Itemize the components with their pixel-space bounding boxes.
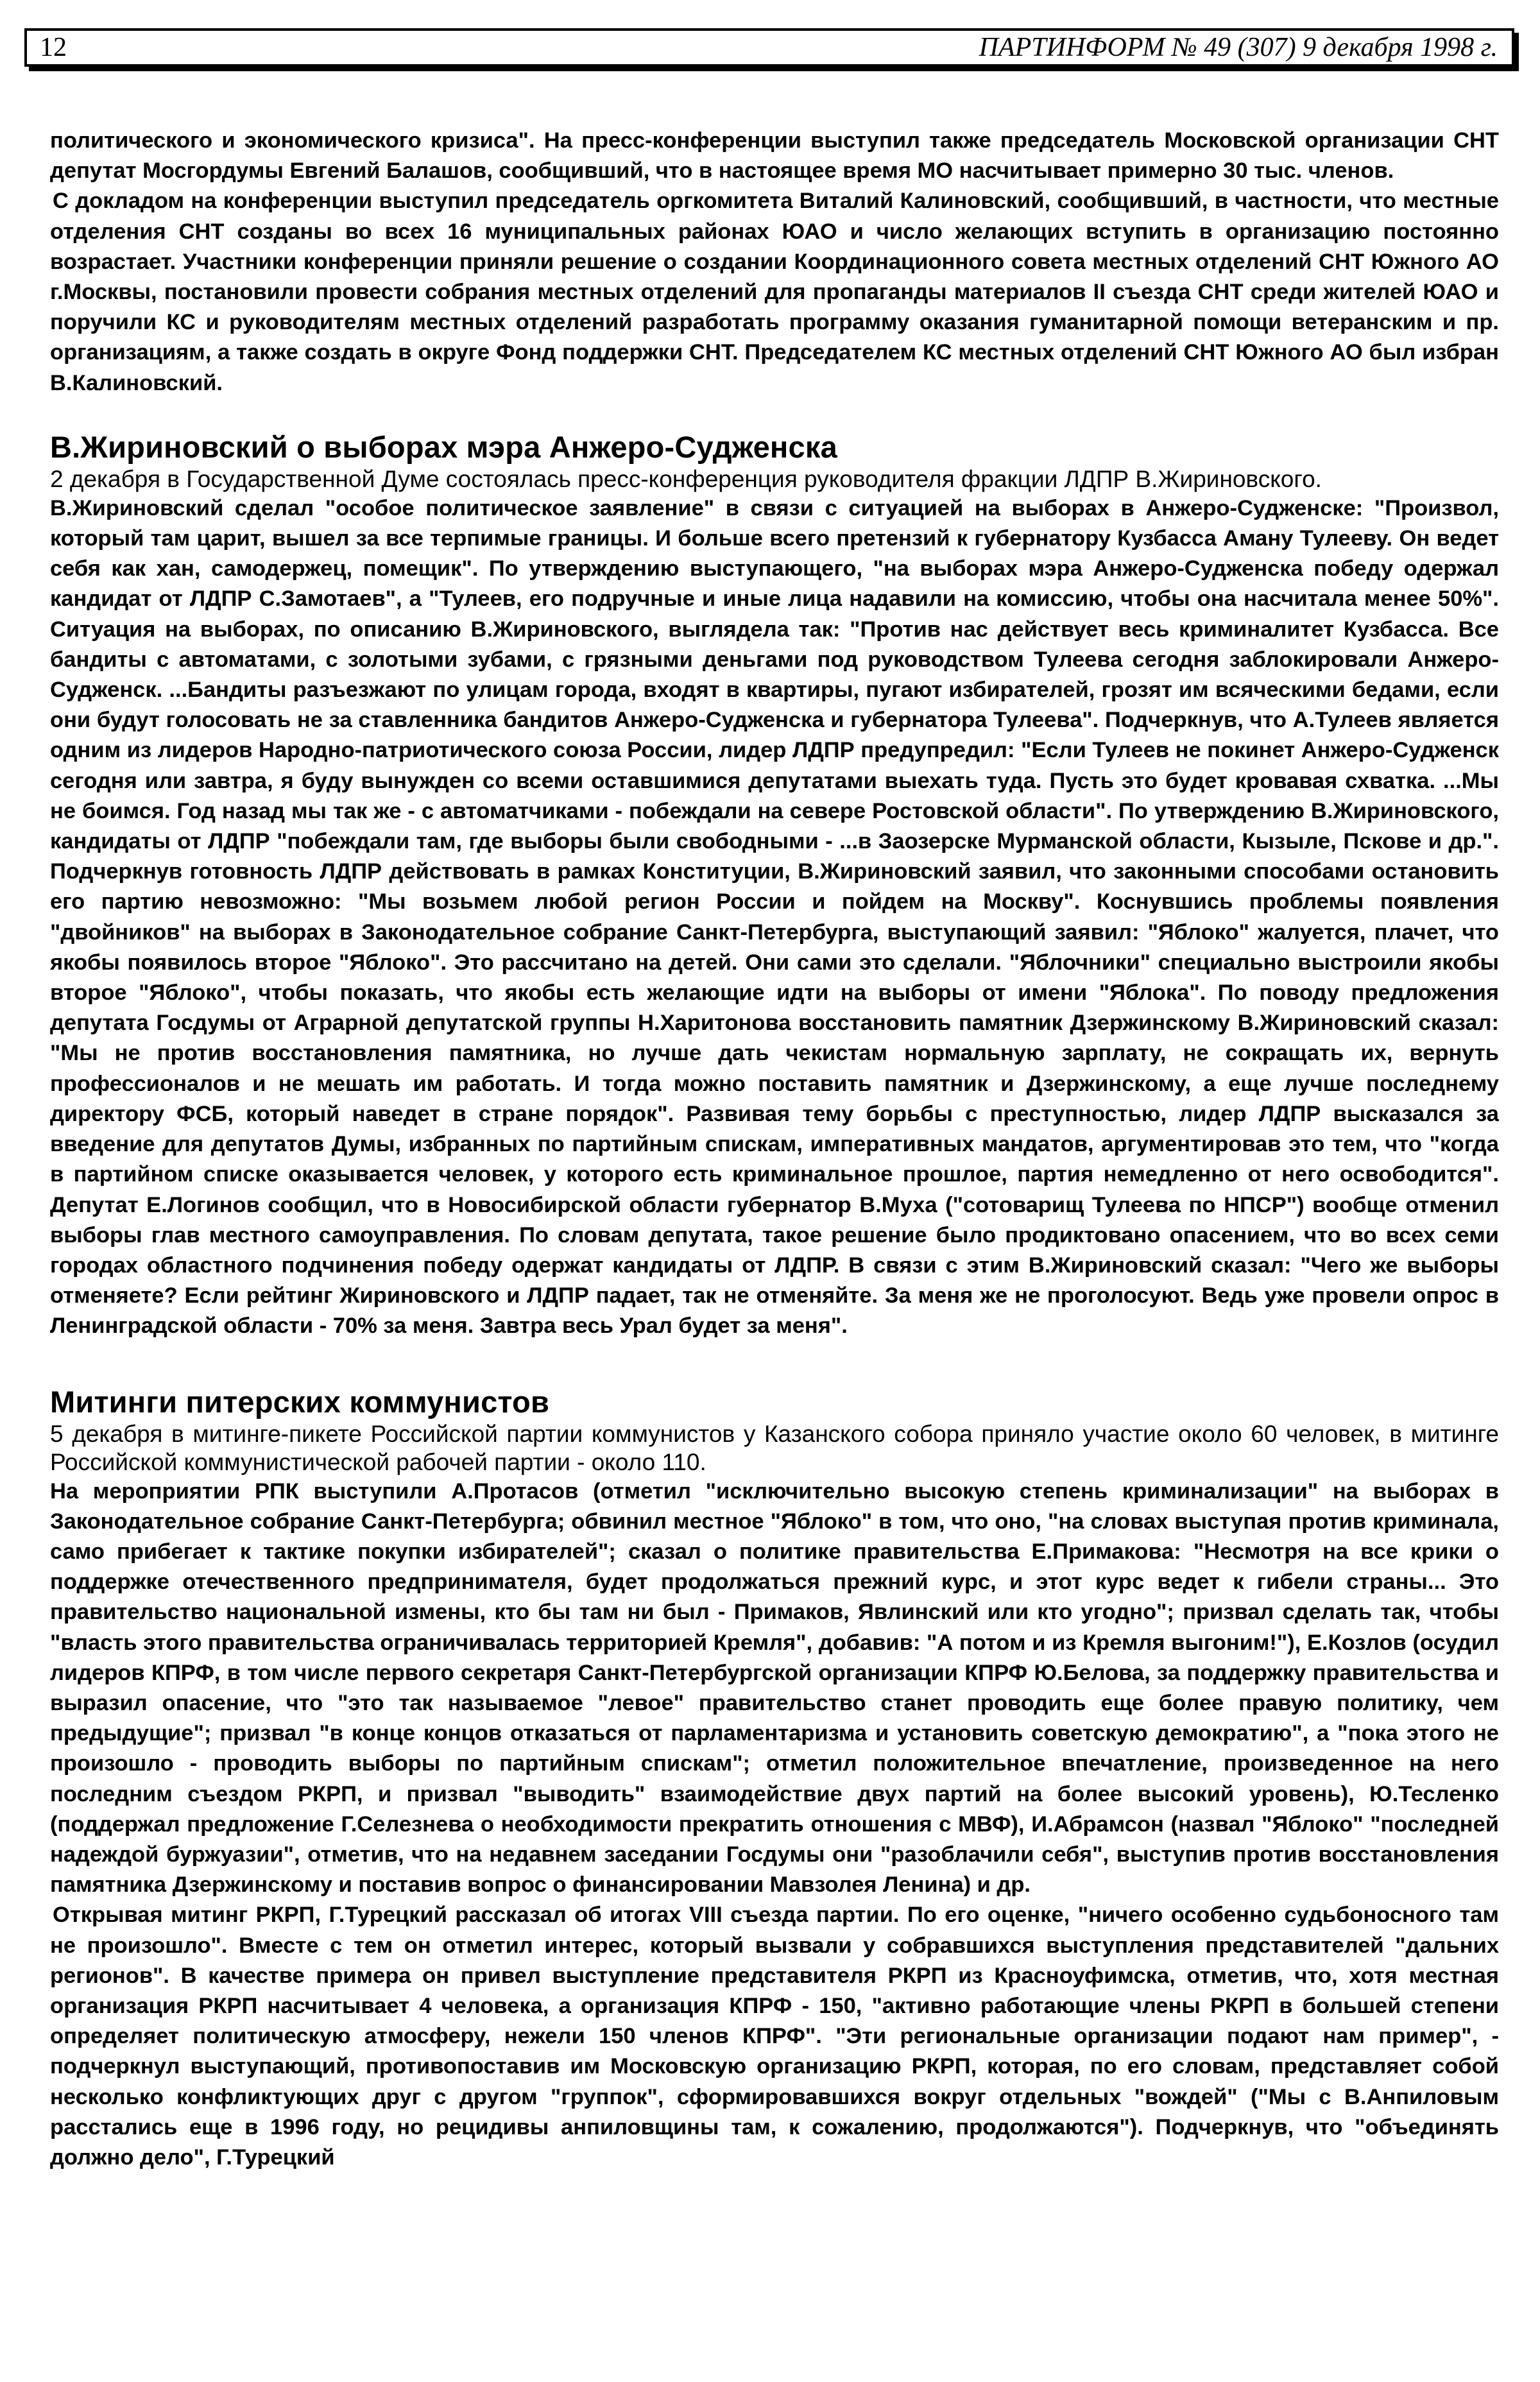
page-header xyxy=(24,28,1514,67)
section-2-lead: 5 декабря в митинге-пикете Российской партии коммунистов у Казанского собора приняло участие около 60 человек, в митинге Российской коммунистической рабочей партии - около 110. xyxy=(50,1420,1499,1475)
intro-paragraph-2: С докладом на конференции выступил председатель оргкомитета Виталий Калиновский, сообщивший, в частности, что местные отделения СНТ созданы во всех 16 муниципальных районах ЮАО и число желающих вступить в организацию постоянно возрастает. Участники конференции приняли решение о создании Координационного совета местных отделений СНТ Южного АО г.Москвы, постановили провести собрания местных отделений для пропаганды материалов II съезда СНТ среди жителей ЮАО и поручили КС и руководителям местных отделений разработать программу оказания гуманитарной помощи ветеранским и пр. организациям, а также создать в округе Фонд поддержки СНТ. Председателем КС местных отделений СНТ Южного АО был избран В.Калиновский. xyxy=(50,189,1499,395)
intro-paragraph-1: политического и экономического кризиса". На пресс-конференции выступил также председатель Московской организации СНТ депутат Мосгордумы Евгений Балашов, сообщивший, что в настоящее время МО насчитывает примерно 30 тыс. членов. xyxy=(50,128,1499,184)
page-number: 12 xyxy=(40,33,67,62)
section-zhirinovsky xyxy=(50,429,1499,1342)
section-1-lead: 2 декабря в Государственной Думе состоялась пресс-конференция руководителя фракции ЛДПР В.Жириновского. xyxy=(50,465,1322,492)
issue-info: ПАРТИНФОРМ № 49 (307) 9 декабря 1998 г. xyxy=(979,33,1498,62)
section-1-body: В.Жириновский сделал "особое политическое заявление" в связи с ситуацией на выборах в Анжеро-Судженске: "Произвол, который там царит, вышел за все терпимые границы. И больше всего претензий к губернатору Кузбасса Аману Тулееву. Он ведет себя как хан, самодержец, помещик". По утверждению выступающего, "на выборах мэра Анжеро-Судженска победу одержал кандидат от ЛДПР С.Замотаев", а "Тулеев, его подручные и иные лица надавили на комиссию, чтобы она насчитала менее 50%". Ситуация на выборах, по описанию В.Жириновского, выглядела так: "Против нас действует весь криминалитет Кузбасса. Все бандиты с автоматами, с золотыми зубами, с грязными деньгами под руководством Тулеева сегодня заблокировали Анжеро-Судженск. ...Бандиты разъезжают по улицам города, входят в квартиры, пугают избирателей, грозят им всяческими бедами, если они будут голосовать не за ставленника бандитов Анжеро-Судженска и губернатора Тулеева". Подчеркнув, что А.Тулеев является одним из лидеров Народно-патриотического союза России, лидер ЛДПР предупредил: "Если Тулеев не покинет Анжеро-Судженск сегодня или завтра, я буду вынужден со всеми оставшимися депутатами выехать туда. Пусть это будет кровавая схватка. ...Мы не боимся. Год назад мы так же - с автоматчиками - побеждали на севере Ростовской области". По утверждению В.Жириновского, кандидаты от ЛДПР "побеждали там, где выборы были свободными - ...в Заозерске Мурманской области, Кызыле, Пскове и др.". Подчеркнув готовность ЛДПР действовать в рамках Конституции, В.Жириновский заявил, что законными способами остановить его партию невозможно: "Мы возьмем любой регион России и пойдем на Москву". Коснувшись проблемы появления "двойников" на выборах в Законодательное собрание Санкт-Петербурга, выступающий заявил: "Яблоко" жалуется, плачет, что якобы появилось второе "Яблоко". Это рассчитано на детей. Они сами это сделали. "Яблочники" специально выстроили якобы второе "Яблоко", чтобы показать, что якобы есть желающие идти на выборы от имени "Яблока". По поводу предложения депутата Госдумы от Аграрной депутатской группы Н.Харитонова восстановить памятник Дзержинскому В.Жириновский сказал: "Мы не против восстановления памятника, но лучше дать чекистам нормальную зарплату, не сокращать их, вернуть профессионалов и не мешать им работать. И тогда можно поставить памятник и Дзержинскому, а еще лучше последнему директору ФСБ, который наведет в стране порядок". Развивая тему борьбы с преступностью, лидер ЛДПР высказался за введение для депутатов Думы, избранных по партийным спискам, императивных мандатов, аргументировав это тем, что "когда в партийном списке оказывается человек, у которого есть криминальное прошлое, партия немедленно от него освободится". Депутат Е.Логинов сообщил, что в Новосибирской области губернатор В.Муха ("сотоварищ Тулеева по НПСР") вообще отменил выборы глав местного самоуправления. По словам депутата, такое решение было продиктовано опасением, что во всех семи городах областного подчинения победу одержат кандидаты от ЛДПР. В связи с этим В.Жириновский сказал: "Чего же выборы отменяете? Если рейтинг Жириновского и ЛДПР падает, так не отменяйте. За меня же не проголосуют. Ведь уже провели опрос в Ленинградской области - 70% за меня. Завтра весь Урал будет за меня". xyxy=(50,495,1499,1339)
section-2-paragraph-1: На мероприятии РПК выступили А.Протасов (отметил "исключительно высокую степень криминализации" на выборах в Законодательное собрание Санкт-Петербурга; обвинил местное "Яблоко" в том, что оно, "на словах выступая против криминала, само прибегает к тактике покупки избирателей"; сказал о политике правительства Е.Примакова: "Несмотря на все крики о поддержке отечественного предпринимателя, будет продолжаться прежний курс, и этот курс ведет к гибели страны... Это правительство национальной измены, кто бы там ни был - Примаков, Явлинский или кто угодно"; призвал сделать так, чтобы "власть этого правительства ограничивалась территорией Кремля", добавив: "А потом и из Кремля выгоним!"), Е.Козлов (осудил лидеров КПРФ, в том числе первого секретаря Санкт-Петербургской организации КПРФ Ю.Белова, за поддержку правительства и выразил опасение, что "это так называемое "левое" правительство станет проводить еще более правую политику, чем предыдущие"; призвал "в конце концов отказаться от парламентаризма и установить советскую демократию", а "пока этого не произошло - проводить выборы по партийным спискам"; отметил положительное впечатление, произведенное на него последним съездом РКРП, и призвал "выводить" взаимодействие двух партий на более высокий уровень), Ю.Тесленко (поддержал предложение Г.Селезнева о необходимости прекратить отношения с МВФ), И.Абрамсон (назвал "Яблоко" "последней надеждой буржуазии", отметив, что на недавнем заседании Госдумы они "разоблачили себя", выступив против восстановления памятника Дзержинскому и поставив вопрос о финансировании Мавзолея Ленина) и др. xyxy=(50,1478,1499,1898)
article-content xyxy=(50,126,1499,2173)
section-2-paragraph-2: Открывая митинг РКРП, Г.Турецкий рассказал об итогах VIII съезда партии. По его оценке, "ничего особенно судьбоносного там не произошло". Вместе с тем он отметил интерес, который вызвали у собравшихся выступления представителей "дальних регионов". В качестве примера он привел выступление представителя РКРП из Красноуфимска, отметив, что, хотя местная организация РКРП насчитывает 4 человека, а организация КПРФ - 150, "активно работающие члены РКРП в большей степени определяет политическую атмосферу, нежели 150 членов КПРФ". "Эти региональные организации подают нам пример", - подчеркнул выступающий, противопоставив им Московскую организацию РКРП, которая, по его словам, представляет собой несколько конфликтующих друг с другом "группок", сформировавшихся вокруг отдельных "вождей" ("Мы с В.Анпиловым расстались еще в 1996 году, но рецидивы анпиловщины там, к сожалению, продолжаются"). Подчеркнув, что "объединять должно дело", Г.Турецкий xyxy=(50,1903,1499,2170)
section-2-title: Митинги питерских коммунистов xyxy=(50,1384,550,1419)
section-1-title: В.Жириновский о выборах мэра Анжеро-Судженска xyxy=(50,429,837,464)
section-communists xyxy=(50,1384,1499,2173)
